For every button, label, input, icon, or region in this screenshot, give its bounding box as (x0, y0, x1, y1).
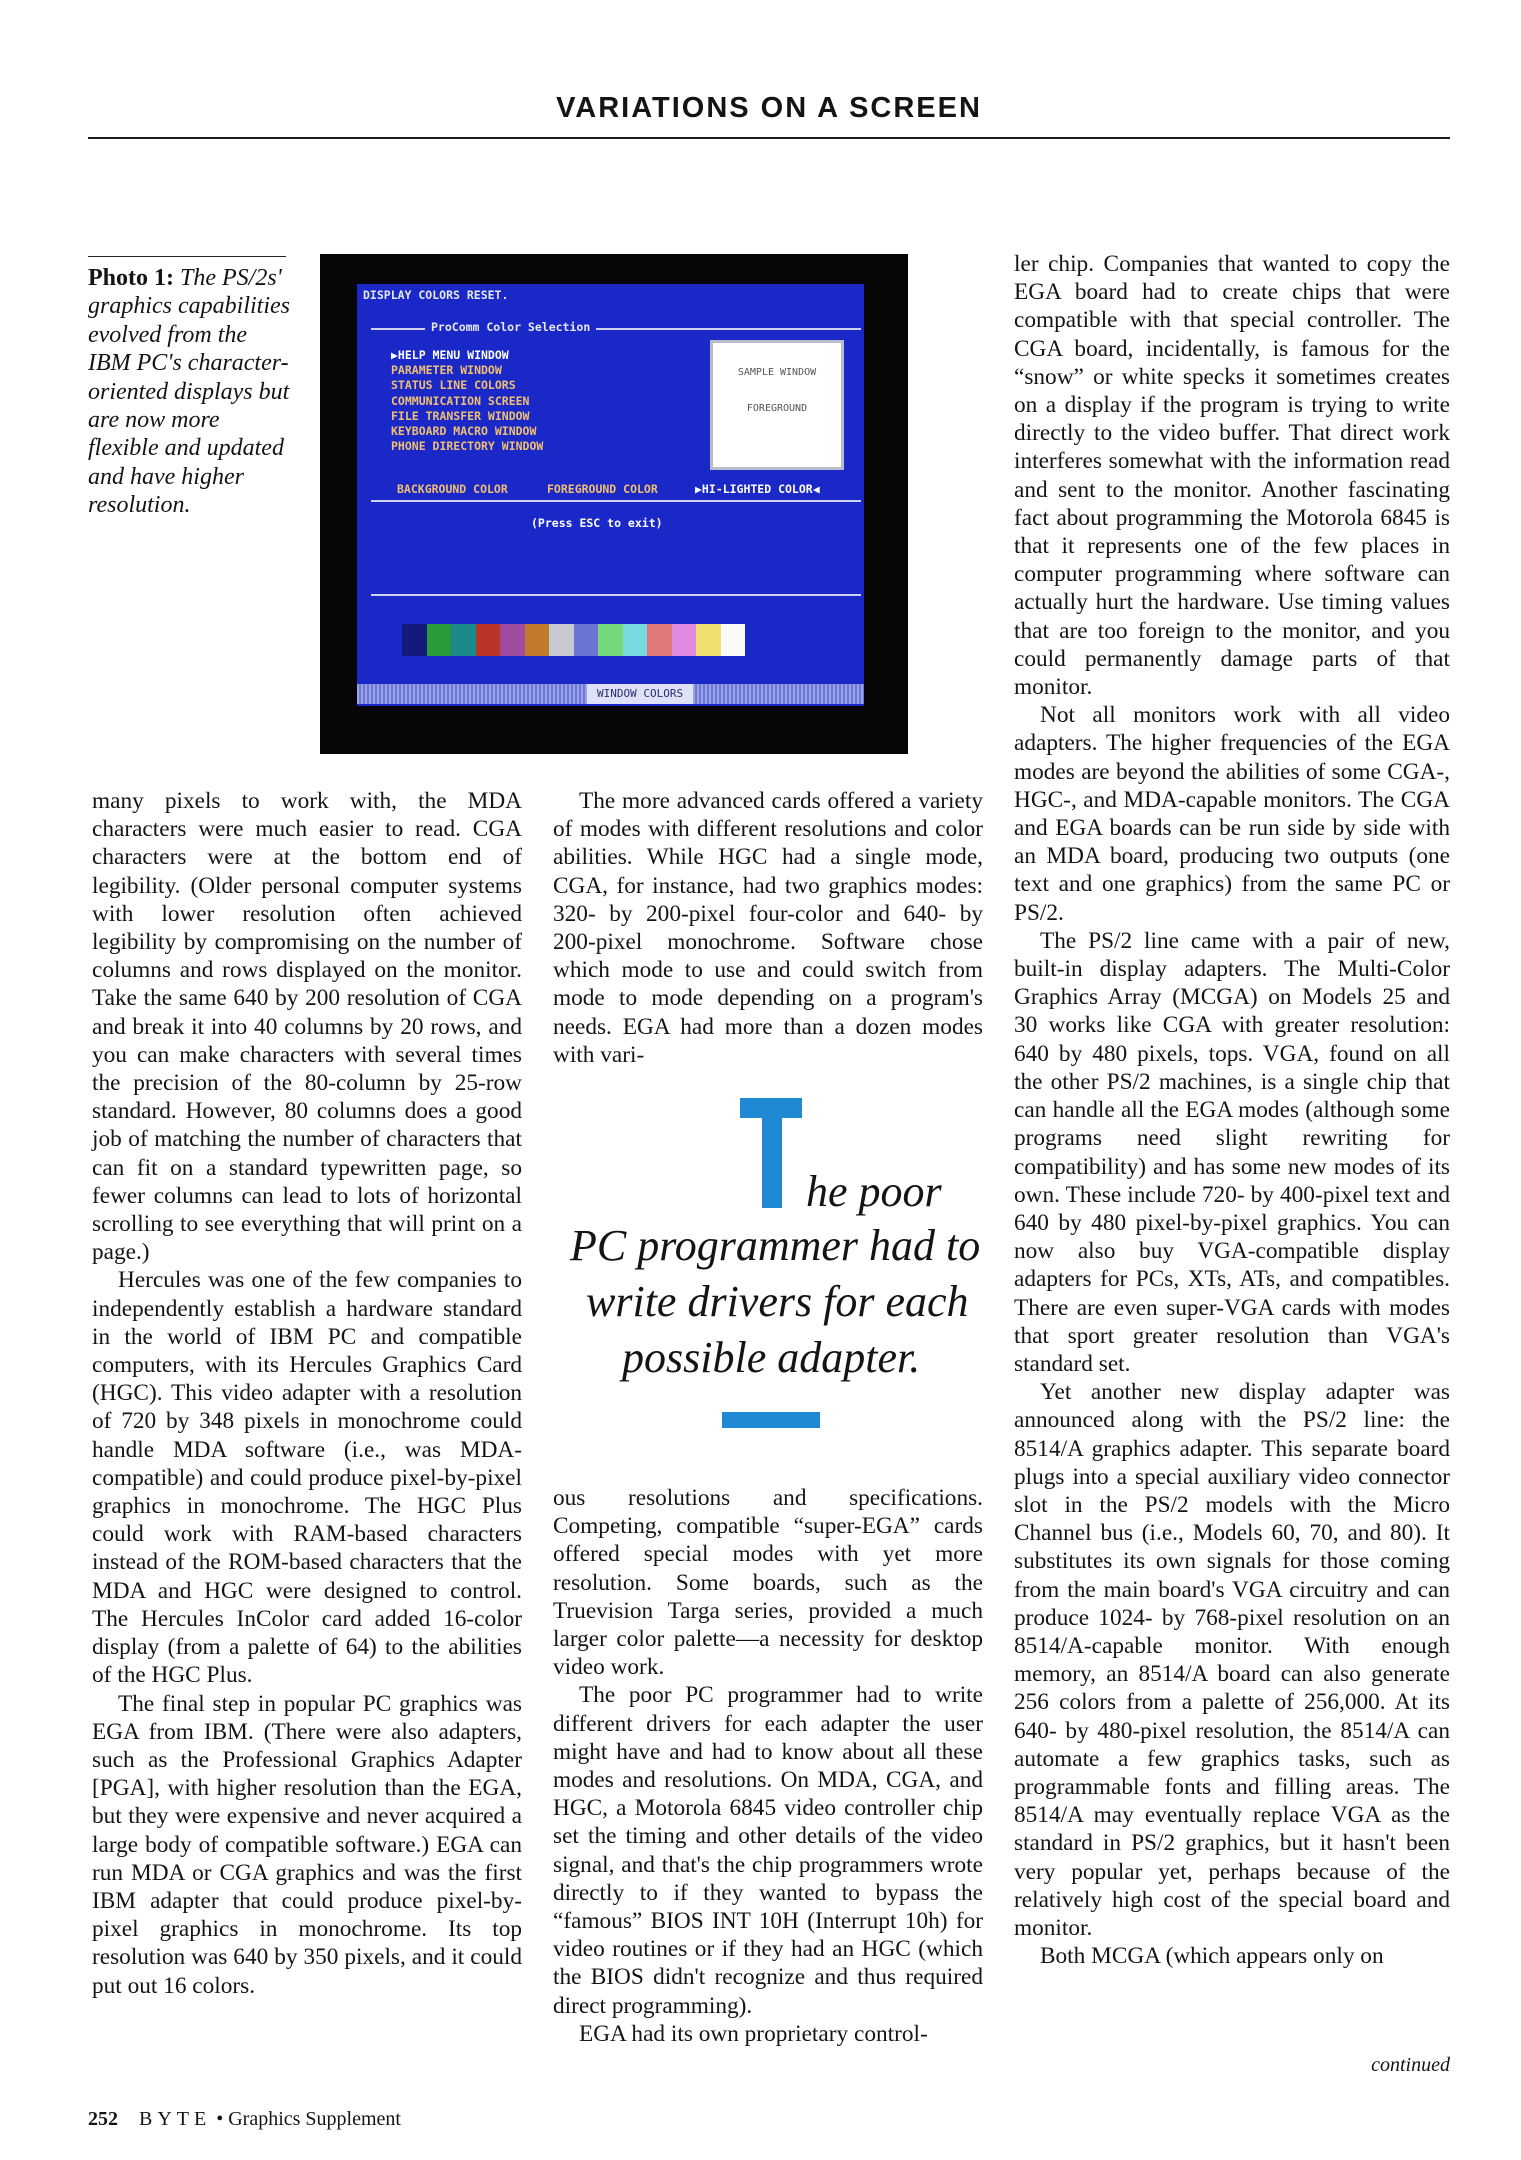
column-3 (1014, 250, 1450, 1970)
running-header: VARIATIONS ON A SCREEN (556, 92, 982, 124)
pullquote-line-2: PC programmer had to (570, 1221, 981, 1270)
screen-menu-item: COMMUNICATION SCREEN (391, 393, 530, 408)
paragraph: The more advanced cards offered a variety of modes with different resolutions and color abilities. While HGC had a single mode, CGA, for instance, had two graphics modes: 320- by 200-pixel four-color and 640- by 200-pixel monochrome. Software chose which mode to use and could switch from mode to mode depending on a program's needs. EGA had more than a dozen modes with vari- (553, 788, 983, 1068)
screen-footer-label: WINDOW COLORS (587, 684, 693, 704)
color-swatch (647, 624, 672, 656)
color-swatch (623, 624, 648, 656)
page-number: 252 (88, 2108, 118, 2130)
pullquote-initial-t (740, 1098, 802, 1208)
page-footer (88, 2108, 401, 2131)
magazine-name: BYTE (139, 2108, 212, 2130)
paragraph: Hercules was one of the few companies to independently establish a hardware standard in the world of IBM PC and compatible computers, with its Hercules Graphics Card (HGC). This video adapter with a resolution of 720 by 348 pixels in monochrome could handle MDA software (i.e., was MDA-compatible) and could produce pixel-by-pixel graphics in monochrome. The HGC Plus could work with RAM-based characters instead of the ROM-based characters that the MDA and HGC were designed to control. The Hercules InColor card added 16-color display (from a palette of 64) to the abilities of the HGC Plus. (92, 1267, 522, 1689)
paragraph: EGA had its own proprietary control- (579, 2020, 928, 2047)
footer-separator: • (216, 2108, 224, 2130)
screen-menu-item: FILE TRANSFER WINDOW (391, 408, 530, 423)
photo-caption (88, 264, 293, 520)
color-swatch (500, 624, 525, 656)
screen-footer-bar (357, 684, 864, 704)
paragraph: The PS/2 line came with a pair of new, built-in display adapters. The Multi-Color Graphics Array (MCGA) on Models 25 and 30 works like CGA with greater resolution: 640 by 480 pixels, tops. VGA, found on all the other PS/2 machines, is a single chip that can handle all the EGA modes (although some programs need slight rewriting for compatibility) and has some new modes of its own. These include 720- by 400-pixel text and 640 by 480 pixel-by-pixel graphics. You can now also buy VGA-compatible display adapters for PCs, XTs, ATs, and compatibles. There are even super-VGA cards with modes that sport greater resolution than VGA's standard set. (1014, 927, 1450, 1377)
paragraph: ous resolutions and specifications. Competing, compatible “super-EGA” cards offered special modes with yet more resolution. Some boards, such as the Truevision Targa series, provided a much larger color palette—a necessity for desktop video work. (553, 1485, 983, 1681)
paragraph: The final step in popular PC graphics was EGA from IBM. (There were also adapters, such as the Professional Graphics Adapter [PGA], with higher resolution than the EGA, but they were expensive and never acquired a large body of compatible software.) EGA can run MDA or CGA graphics and was the first IBM adapter that could produce pixel-by-pixel graphics in monochrome. Its top resolution was 640 by 350 pixels, and it could put out 16 colors. (92, 1690, 522, 1999)
caption-rule (88, 256, 286, 257)
screen-menu-item: STATUS LINE COLORS (391, 378, 516, 393)
paragraph: many pixels to work with, the MDA characters were much easier to read. CGA characters were at the bottom end of legibility. (Older personal computer systems with lower resolution often achieved legibility by compromising on the number of columns and rows displayed on the monitor. Take the same 640 by 200 resolution of CGA and break it into 40 columns by 20 rows, and you can make characters with several times the precision of the 80-column by 25-row standard. However, 80 columns does a good job of matching the number of characters that can fit on a standard typewritten page, so fewer columns can lead to lots of horizontal scrolling to see everything that will print on a page.) (92, 788, 522, 1266)
screen-divider (371, 500, 861, 502)
color-swatch (525, 624, 550, 656)
screen-box-title: ProComm Color Selection (425, 320, 596, 334)
color-swatch (598, 624, 623, 656)
color-swatch (476, 624, 501, 656)
section-name: Graphics Supplement (228, 2108, 401, 2130)
pullquote-line-4: possible adapter. (622, 1333, 921, 1382)
procomm-screen (357, 284, 864, 706)
color-swatch (427, 624, 452, 656)
sample-foreground: FOREGROUND (746, 403, 808, 414)
continued-marker: continued (1371, 2054, 1450, 2076)
paragraph: The poor PC programmer had to write different drivers for each adapter the user might have and had to know about all these modes and resolutions. On MDA, CGA, and HGC, a Motorola 6845 video controller chip set the timing and other details of the video signal, and that's the chip programmers wrote directly to if they wanted to bypass the “famous” BIOS INT 10H (Interrupt 10h) for video routines or if they had an HGC (which the BIOS didn't recognize and thus required direct programming). (553, 1682, 983, 2019)
paragraph: Yet another new display adapter was announced along with the PS/2 line: the 8514/A graphics adapter. This separate board plugs into a special auxiliary video connector slot in the PS/2 models with the Micro Channel bus (i.e., Models 60, 70, and 80). It substitutes its own signals for those coming from the main board's VGA circuitry and can produce 1024- by 768-pixel resolution on an 8514/A-capable monitor. With enough memory, an 8514/A board can also generate 256 colors from a palette of 256,000. At its 640- by 480-pixel resolution, the 8514/A can automate a few graphics tasks, such as programmable fonts and filling areas. The 8514/A may eventually replace VGA as the standard in PS/2 graphics, but it hasn't been very popular yet, perhaps because of the relatively high cost of the special board and monitor. (1014, 1379, 1450, 1941)
screen-menu-item: KEYBOARD MACRO WINDOW (391, 424, 537, 439)
paragraph: ler chip. Companies that wanted to copy the EGA board had to create chips that were compatible with that special controller. The CGA board, incidentally, is famous for the “snow” or white specks it sometimes creates on a display if the program is trying to write directly to the video buffer. That direct work interferes somewhat with the information read and sent to the monitor. Another fascinating fact about programming the Motorola 6845 is that it represents one of the few places in computer programming where software can actually hurt the hardware. Use timing values that are too foreign to the monitor, and you could permanently damage parts of that monitor. (1014, 251, 1450, 701)
column-2-bottom (553, 1484, 983, 2048)
color-swatch (549, 624, 574, 656)
sample-title: SAMPLE WINDOW (737, 367, 817, 378)
color-swatch (451, 624, 476, 656)
screen-menu (391, 348, 543, 454)
color-palette (402, 624, 745, 656)
color-swatch (402, 624, 427, 656)
sample-window (710, 340, 844, 470)
screen-menu-item: ▶HELP MENU WINDOW (391, 348, 509, 362)
screen-menu-item: PARAMETER WINDOW (391, 363, 502, 378)
photo-screen (320, 254, 908, 754)
screen-menu-item: PHONE DIRECTORY WINDOW (391, 439, 544, 454)
caption-text: The PS/2s' graphics capabilities evolved from the IBM PC's character-oriented displays but are now more flexible and updated and have higher resolution. (88, 265, 290, 519)
caption-label: Photo 1: (88, 265, 174, 291)
screen-bg-label: BACKGROUND COLOR (397, 482, 508, 496)
color-swatch (574, 624, 599, 656)
pullquote-line-3: write drivers for each (586, 1277, 969, 1326)
screen-fg-label: FOREGROUND COLOR (547, 482, 658, 496)
screen-hl-label: ▶HI-LIGHTED COLOR◀ (695, 482, 820, 496)
paragraph: Not all monitors work with all video adapters. The higher frequencies of the EGA modes are beyond the abilities of some CGA-, HGC-, and MDA-capable monitors. The CGA and EGA boards can be run side by side with an MDA board, producing two outputs (one text and one graphics) from the same PC or PS/2. (1014, 702, 1450, 926)
paragraph: Both MCGA (which appears only on (1040, 1943, 1384, 1970)
pullquote-line-1: he poor (806, 1167, 942, 1216)
screen-esc-hint: (Press ESC to exit) (531, 516, 663, 530)
column-1 (92, 787, 522, 2000)
screen-status: DISPLAY COLORS RESET. (363, 288, 509, 302)
pullquote-rule (722, 1412, 820, 1428)
color-swatch (696, 624, 721, 656)
color-swatch (721, 624, 746, 656)
color-swatch (672, 624, 697, 656)
column-2-top (553, 787, 983, 1069)
header-rule (88, 137, 1450, 139)
